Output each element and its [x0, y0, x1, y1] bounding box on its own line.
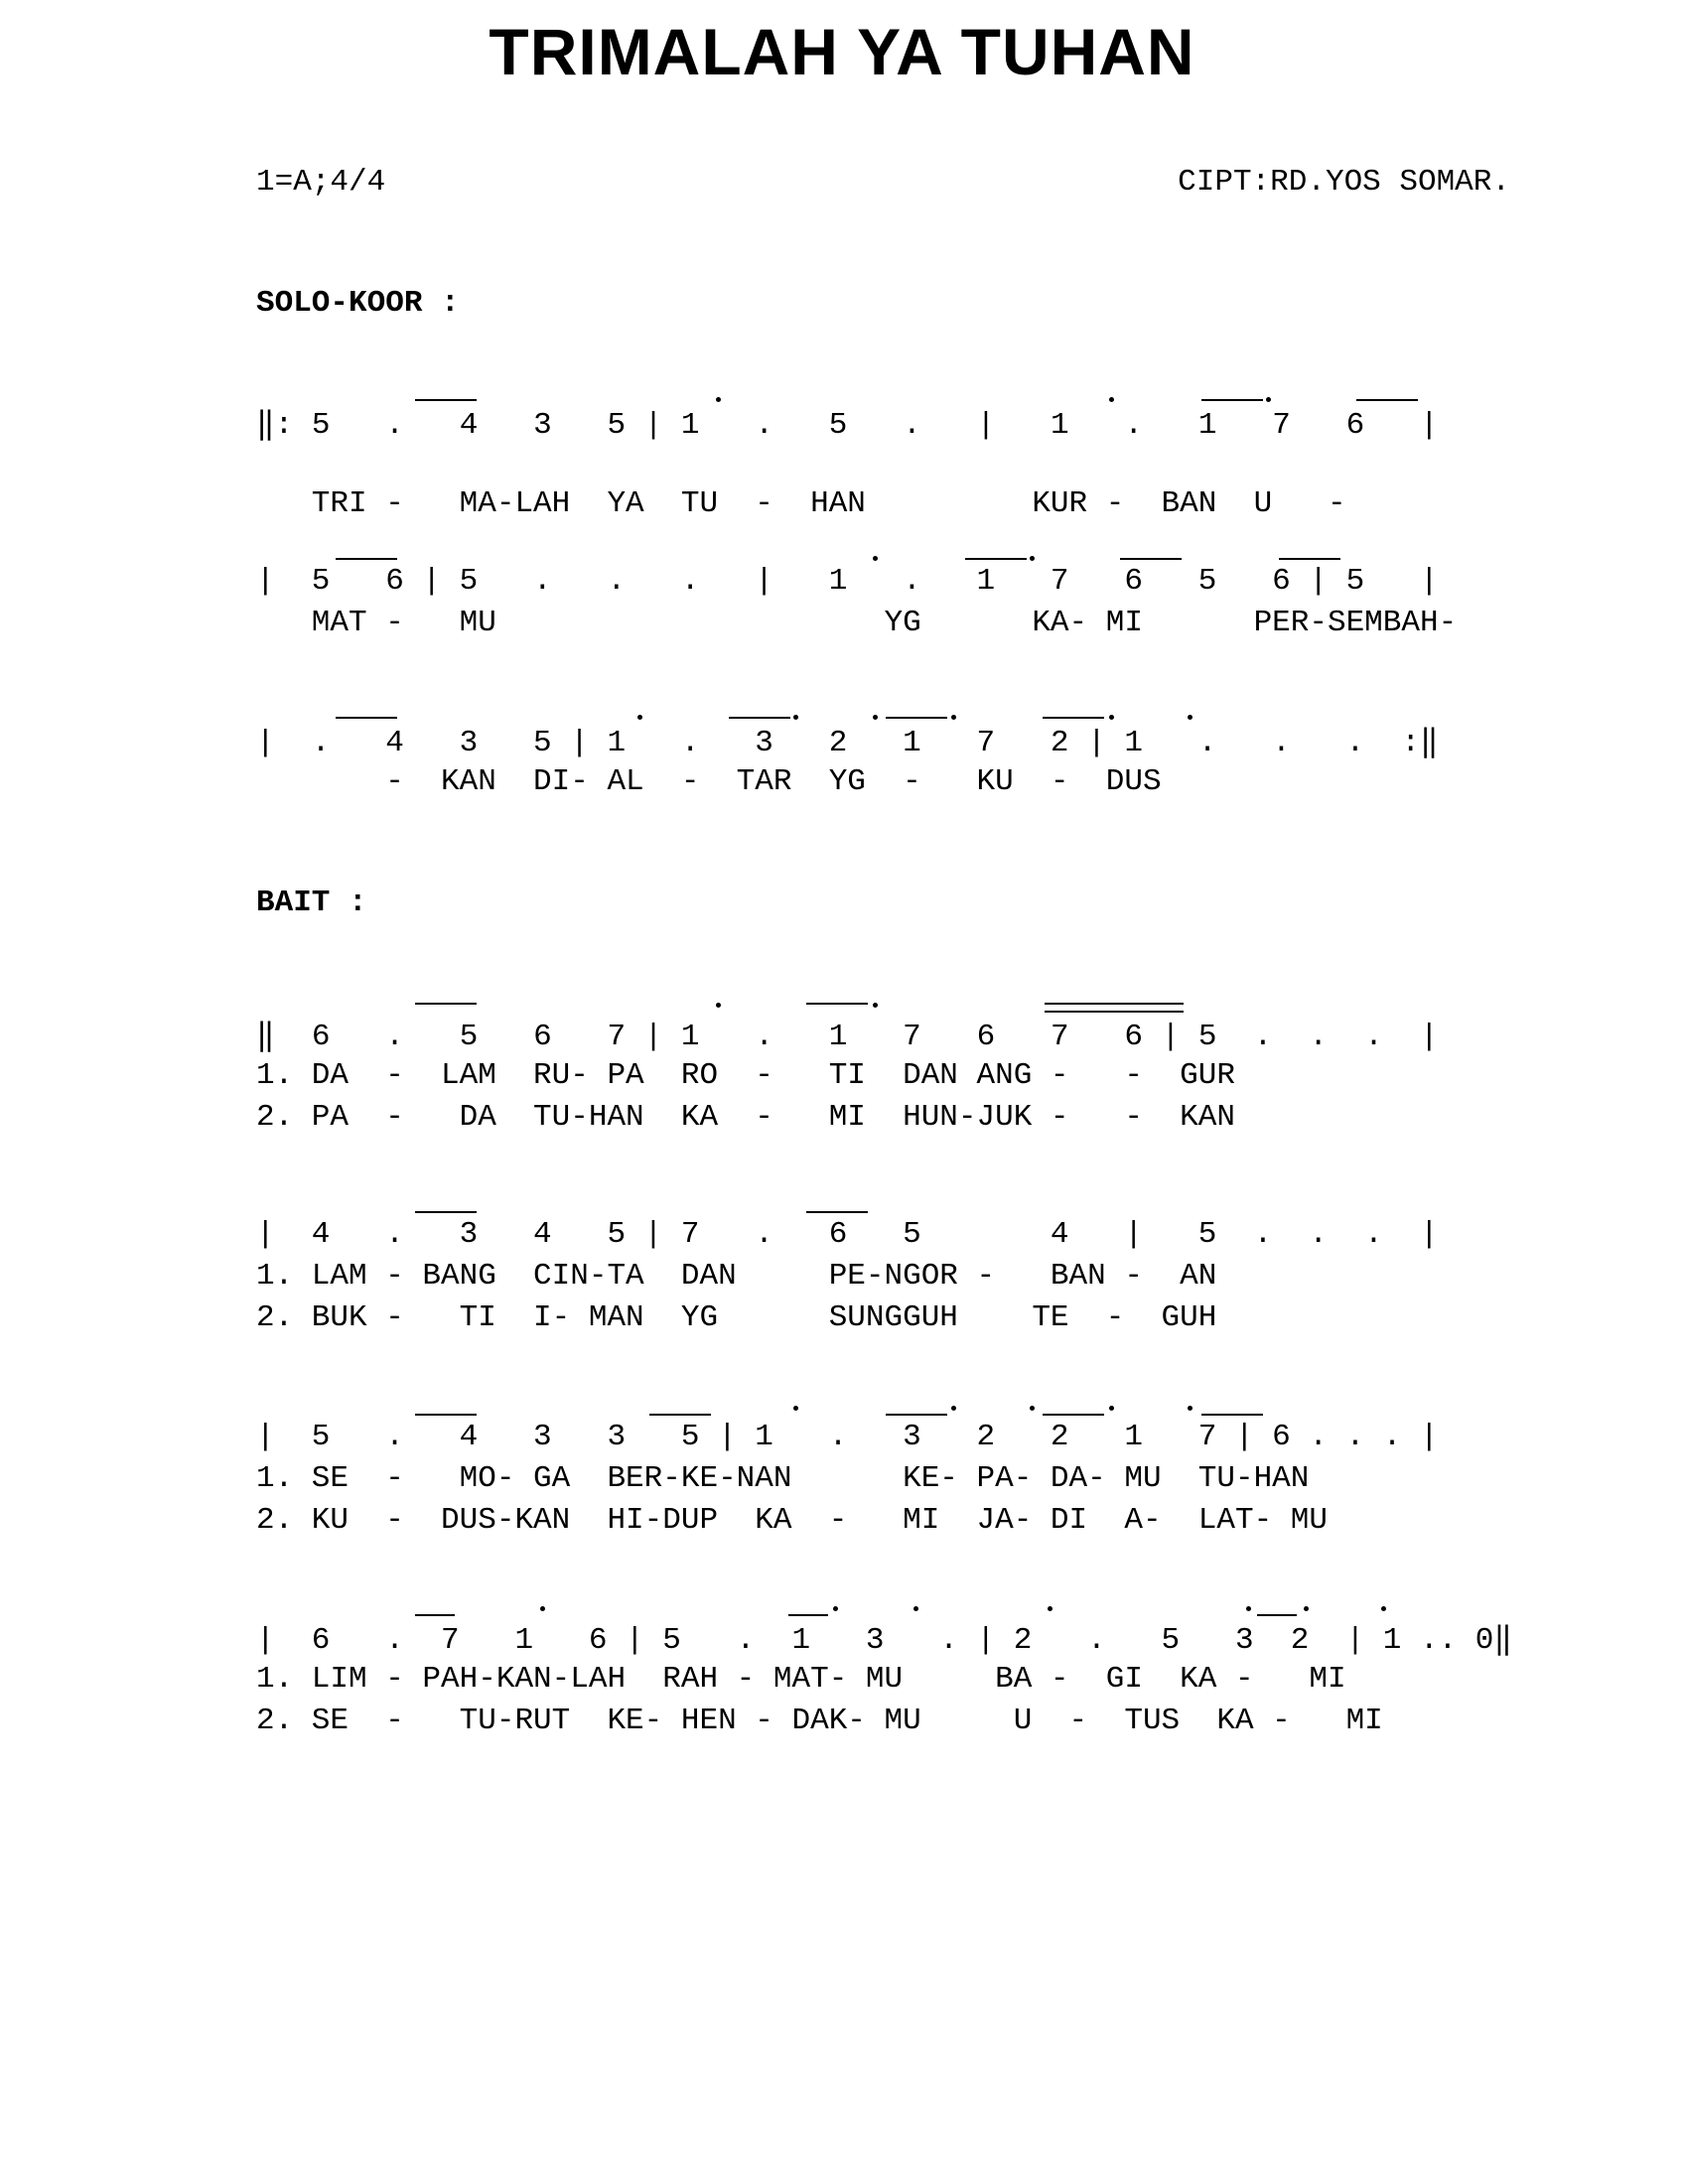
notes-line: | 5 6 | 5 . . . | 1 . 1 7 6 5 6 | 5 | — [256, 564, 1439, 599]
lyrics-line: MAT - MU YG KA- MI PER-SEMBAH- — [256, 606, 1458, 640]
octave-dot — [913, 1606, 918, 1611]
beam-line — [886, 1414, 947, 1416]
key-signature: 1=A;4/4 — [256, 165, 386, 200]
beam-line — [1201, 1414, 1263, 1416]
beam-line — [1356, 399, 1418, 401]
lyrics-line: 1. LAM - BANG CIN-TA DAN PE-NGOR - BAN - AN — [256, 1259, 1217, 1294]
octave-dot — [1188, 715, 1193, 720]
octave-dot — [1188, 1406, 1193, 1411]
octave-dot — [540, 1606, 545, 1611]
section-heading-bait: BAIT : — [256, 886, 367, 920]
beam-line — [1257, 1614, 1297, 1616]
octave-dot — [1048, 1606, 1052, 1611]
octave-dot — [1109, 1406, 1114, 1411]
beam-line — [415, 1003, 477, 1005]
octave-dot — [793, 1406, 798, 1411]
lyrics-line: 1. DA - LAM RU- PA RO - TI DAN ANG - - GUR — [256, 1058, 1235, 1093]
beam-line — [886, 717, 947, 719]
beam-line — [649, 1414, 711, 1416]
octave-dot — [637, 715, 642, 720]
octave-dot — [1266, 397, 1271, 402]
beam-line — [729, 717, 790, 719]
notes-line: | 4 . 3 4 5 | 7 . 6 5 4 | 5 . . . | — [256, 1217, 1439, 1252]
octave-dot — [833, 1606, 838, 1611]
notes-line: | 6 . 7 1 6 | 5 . 1 3 . | 2 . 5 3 2 | 1 .. 0‖ — [256, 1623, 1513, 1658]
octave-dot — [1030, 556, 1035, 561]
octave-dot — [793, 715, 798, 720]
octave-dot — [1109, 715, 1114, 720]
octave-dot — [873, 1003, 878, 1008]
beam-line — [1043, 717, 1104, 719]
lyrics-line: 1. LIM - PAH-KAN-LAH RAH - MAT- MU BA - GI KA - MI — [256, 1662, 1346, 1697]
lyrics-line: 2. KU - DUS-KAN HI-DUP KA - MI JA- DI A- LAT- MU — [256, 1503, 1328, 1538]
octave-dot — [716, 1003, 721, 1008]
lyrics-line: 1. SE - MO- GA BER-KE-NAN KE- PA- DA- MU TU-HAN — [256, 1461, 1310, 1496]
notes-line: | . 4 3 5 | 1 . 3 2 1 7 2 | 1 . . . :‖ — [256, 726, 1439, 760]
beam-line — [1043, 1414, 1104, 1416]
section-heading-solo: SOLO-KOOR : — [256, 286, 460, 321]
beam-line — [788, 1614, 828, 1616]
beam-line — [1201, 399, 1263, 401]
beam-line — [415, 1211, 477, 1213]
beam-line — [1045, 1011, 1184, 1013]
octave-dot — [716, 397, 721, 402]
octave-dot — [1030, 1406, 1035, 1411]
lyrics-line: - KAN DI- AL - TAR YG - KU - DUS — [256, 764, 1162, 799]
beam-line — [415, 399, 477, 401]
beam-line — [336, 558, 397, 560]
octave-dot — [1381, 1606, 1386, 1611]
octave-dot — [1304, 1606, 1309, 1611]
beam-line — [415, 1414, 477, 1416]
beam-line — [806, 1211, 868, 1213]
octave-dot — [951, 715, 956, 720]
octave-dot — [1109, 397, 1114, 402]
octave-dot — [873, 556, 878, 561]
beam-line — [1279, 558, 1340, 560]
notes-line: ‖: 5 . 4 3 5 | 1 . 5 . | 1 . 1 7 6 | — [256, 408, 1439, 443]
octave-dot — [873, 715, 878, 720]
lyrics-line: 2. BUK - TI I- MAN YG SUNGGUH TE - GUH — [256, 1300, 1217, 1335]
notes-line: ‖ 6 . 5 6 7 | 1 . 1 7 6 7 6 | 5 . . . | — [256, 1020, 1439, 1054]
song-title: TRIMALAH YA TUHAN — [489, 15, 1195, 88]
composer-credit: CIPT:RD.YOS SOMAR. — [1178, 165, 1510, 200]
beam-line — [806, 1003, 868, 1005]
beam-line — [965, 558, 1027, 560]
beam-line — [415, 1614, 455, 1616]
beam-line — [336, 717, 397, 719]
lyrics-line: 2. SE - TU-RUT KE- HEN - DAK- MU U - TUS KA - MI — [256, 1704, 1383, 1738]
beam-line — [1120, 558, 1182, 560]
notes-line: | 5 . 4 3 3 5 | 1 . 3 2 2 1 7 | 6 . . . | — [256, 1420, 1439, 1454]
beam-line — [1045, 1003, 1184, 1005]
lyrics-line: TRI - MA-LAH YA TU - HAN KUR - BAN U - — [256, 486, 1346, 521]
octave-dot — [951, 1406, 956, 1411]
lyrics-line: 2. PA - DA TU-HAN KA - MI HUN-JUK - - KAN — [256, 1100, 1235, 1135]
octave-dot — [1246, 1606, 1251, 1611]
